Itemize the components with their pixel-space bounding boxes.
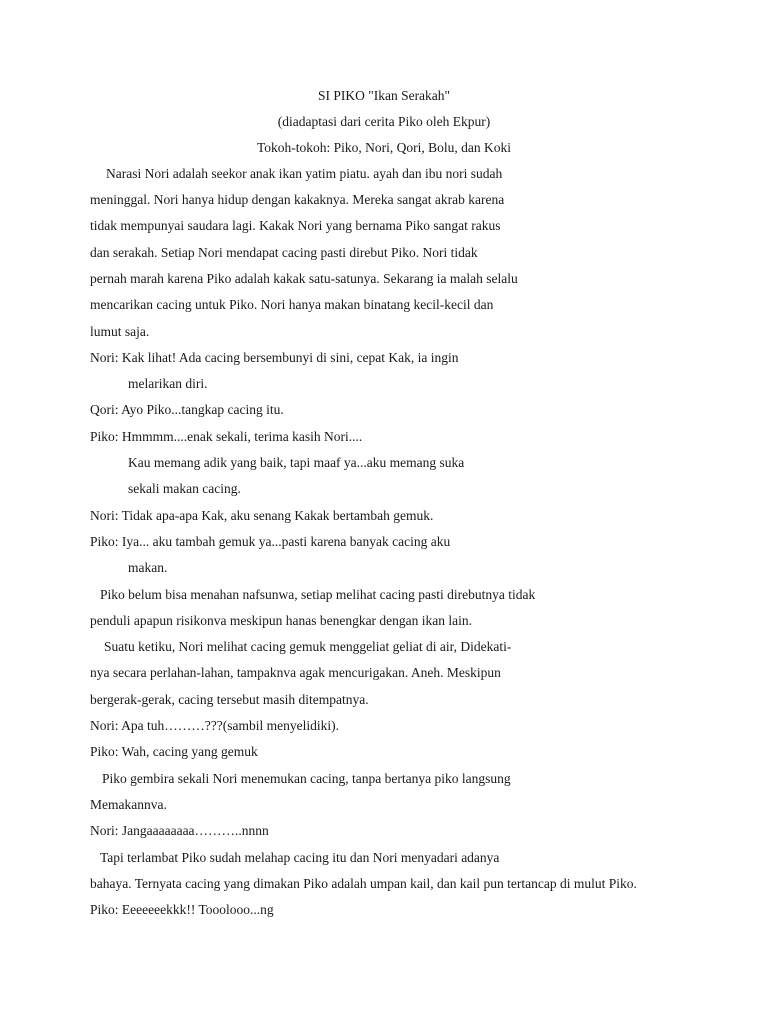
dialogue-line: Piko: Eeeeeeekkk!! Tooolooo...ng bbox=[90, 902, 274, 917]
character-list: Tokoh-tokoh: Piko, Nori, Qori, Bolu, dan Koki bbox=[256, 140, 512, 155]
dialogue-line: Piko: Hmmmm....enak sekali, terima kasih Nori.... bbox=[90, 429, 363, 444]
dialogue-continuation: Kau memang adik yang baik, tapi maaf ya...aku memang suka bbox=[128, 455, 465, 470]
narration-line: pernah marah karena Piko adalah kakak satu-satunya. Sekarang ia malah selalu bbox=[90, 271, 518, 286]
dialogue-line: Qori: Ayo Piko...tangkap cacing itu. bbox=[90, 402, 284, 417]
dialogue-continuation: melarikan diri. bbox=[128, 376, 208, 391]
narration-line: bahaya. Ternyata cacing yang dimakan Piko adalah umpan kail, dan kail pun tertancap di mulut Piko. bbox=[90, 876, 637, 891]
dialogue-line: Nori: Kak lihat! Ada cacing bersembunyi di sini, cepat Kak, ia ingin bbox=[90, 350, 459, 365]
dialogue-line: Nori: Jangaaaaaaaa………..nnnn bbox=[90, 823, 269, 838]
narration-line: Piko belum bisa menahan nafsunwa, setiap melihat cacing pasti direbutnya tidak bbox=[100, 587, 536, 602]
narration-line: lumut saja. bbox=[90, 324, 150, 339]
narration-line: dan serakah. Setiap Nori mendapat cacing pasti direbut Piko. Nori tidak bbox=[90, 245, 478, 260]
narration-line: meninggal. Nori hanya hidup dengan kakaknya. Mereka sangat akrab karena bbox=[90, 192, 505, 207]
narration-line: mencarikan cacing untuk Piko. Nori hanya makan binatang kecil-kecil dan bbox=[90, 297, 494, 312]
document-title: SI PIKO "Ikan Serakah" bbox=[317, 88, 451, 103]
narration-line: Memakannva. bbox=[90, 797, 167, 812]
narration-line: Narasi Nori adalah seekor anak ikan yatim piatu. ayah dan ibu nori sudah bbox=[106, 166, 503, 181]
narration-line: Tapi terlambat Piko sudah melahap cacing itu dan Nori menyadari adanya bbox=[100, 850, 500, 865]
dialogue-line: Nori: Tidak apa-apa Kak, aku senang Kakak bertambah gemuk. bbox=[90, 508, 434, 523]
narration-line: bergerak-gerak, cacing tersebut masih ditempatnya. bbox=[90, 692, 369, 707]
dialogue-continuation: sekali makan cacing. bbox=[128, 481, 241, 496]
dialogue-line: Piko: Iya... aku tambah gemuk ya...pasti karena banyak cacing aku bbox=[90, 534, 451, 549]
narration-line: penduli apapun risikonva meskipun hanas benengkar dengan ikan lain. bbox=[90, 613, 473, 628]
dialogue-line: Nori: Apa tuh………???(sambil menyelidiki). bbox=[90, 718, 339, 733]
narration-line: tidak mempunyai saudara lagi. Kakak Nori yang bernama Piko sangat rakus bbox=[90, 218, 501, 233]
narration-line: nya secara perlahan-lahan, tampaknva agak mencurigakan. Aneh. Meskipun bbox=[90, 665, 501, 680]
dialogue-continuation: makan. bbox=[128, 560, 168, 575]
narration-line: Suatu ketiku, Nori melihat cacing gemuk menggeliat geliat di air, Didekati- bbox=[104, 639, 512, 654]
narration-line: Piko gembira sekali Nori menemukan cacing, tanpa bertanya piko langsung bbox=[102, 771, 511, 786]
document-subtitle: (diadaptasi dari cerita Piko oleh Ekpur) bbox=[277, 114, 491, 129]
dialogue-line: Piko: Wah, cacing yang gemuk bbox=[90, 744, 258, 759]
